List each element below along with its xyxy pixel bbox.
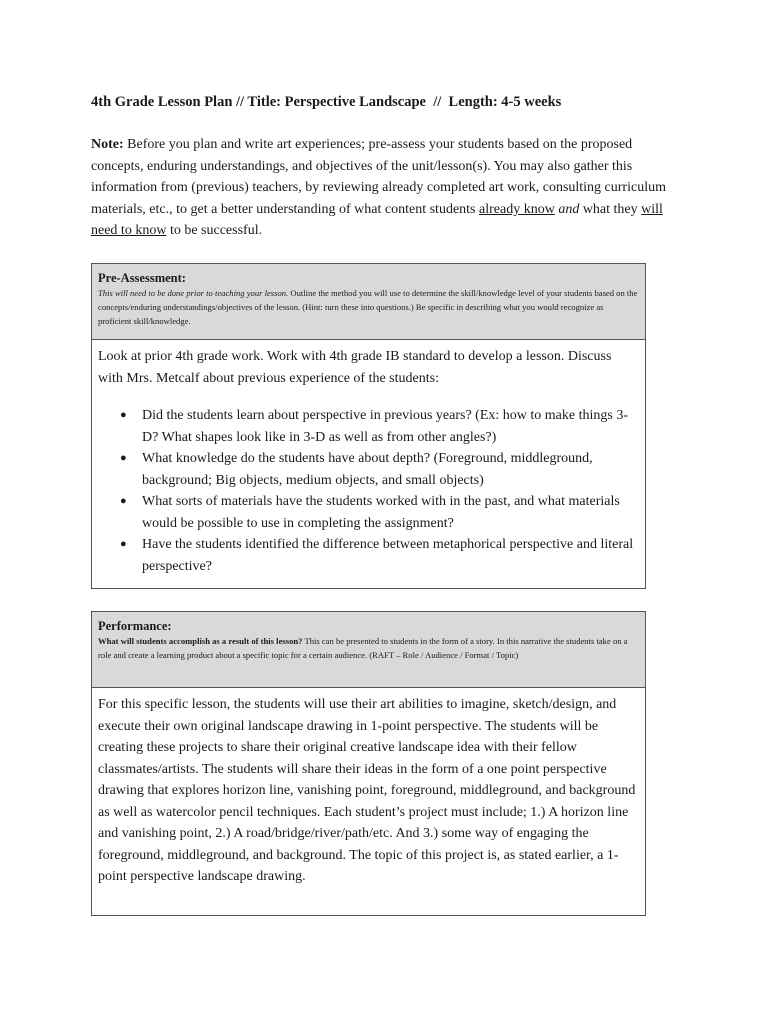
pre-assessment-body [92, 340, 645, 585]
performance-instruction-bold: What will students accomplish as a result of this lesson? [98, 636, 303, 646]
pre-assessment-question-list [98, 405, 639, 577]
performance-header [92, 612, 645, 688]
performance-body: For this specific lesson, the students will use their art abilities to imagine, sketch/design, and execute their own original landscape drawing in 1-point perspective. The students will be creating these projects to share their original creative landscape idea with their fellow classmates/artists. The students will share their ideas in the form of a one point perspective drawing that explores horizon line, vanishing point, foreground, middleground, and background as well as watercolor pencil techniques. Each student’s project must include; 1.) A horizon line and vanishing point, 2.) A road/bridge/river/path/etc. And 3.) some way of engaging the foreground, middleground, and background. The topic of this project is, as stated earlier, a 1-point perspective landscape drawing. [98, 697, 636, 884]
pre-assessment-instructions [98, 286, 639, 328]
list-item: ● What knowledge do the students have about depth? (Foreground, middleground, background; Big objects, medium objects, and small objects) [98, 448, 639, 491]
performance-heading: Performance: [98, 619, 172, 633]
document-title: 4th Grade Lesson Plan // Title: Perspective Landscape // Length: 4-5 weeks [91, 94, 562, 110]
pre-assessment-box [91, 263, 646, 589]
note-text-1: Before you plan and write art experiences; pre-assess your students based on the proposed concepts, enduring understandings, and objectives of the unit/lesson(s). You may also gather this information from (previous) teachers, by reviewing already completed art work, consulting curriculum materials, etc., to get a better understanding of what content students [91, 137, 666, 217]
note-italic-and: and [558, 201, 580, 217]
pre-assessment-header [92, 264, 645, 340]
pre-assessment-intro: Look at prior 4th grade work. Work with 4th grade IB standard to develop a lesson. Discuss with Mrs. Metcalf about previous experience of the students: [98, 349, 612, 386]
performance-box [91, 611, 646, 916]
list-item: ● What sorts of materials have the students worked with in the past, and what materials would be possible to use in completing the assignment? [98, 491, 639, 534]
note-text-2: what they [579, 201, 642, 217]
note-underline-need-to-know: will need to know [91, 201, 663, 239]
list-item: ● Did the students learn about perspective in previous years? (Ex: how to make things 3-D? What shapes look like in 3-D as well as from other angles?) [98, 405, 639, 448]
note-text-3: to be successful. [166, 223, 263, 239]
note-label: Note: [91, 137, 124, 152]
performance-instruction-rest: This can be presented to students in the form of a story. In this narrative the students take on a role and create a learning product about a specific topic for a certain audience. (RAFT – Role / Audience / Format / Topic) [98, 636, 628, 660]
list-item: ● Have the students identified the difference between metaphorical perspective and literal perspective? [98, 534, 639, 577]
pre-assessment-instruction-rest: Outline the method you will use to determine the skill/knowledge level of your students based on the concepts/enduring understandings/objectives of the lesson. (Hint: turn these into questions.) Be specific in describing what you would recognize as proficient skill/knowledge. [98, 288, 638, 326]
performance-instructions [98, 634, 639, 662]
note-underline-already-know: already know [479, 201, 555, 217]
pre-assessment-instruction-italic: This will need to be done prior to teaching your lesson. [98, 288, 289, 298]
note-paragraph [91, 134, 671, 242]
pre-assessment-heading: Pre-Assessment: [98, 271, 186, 285]
